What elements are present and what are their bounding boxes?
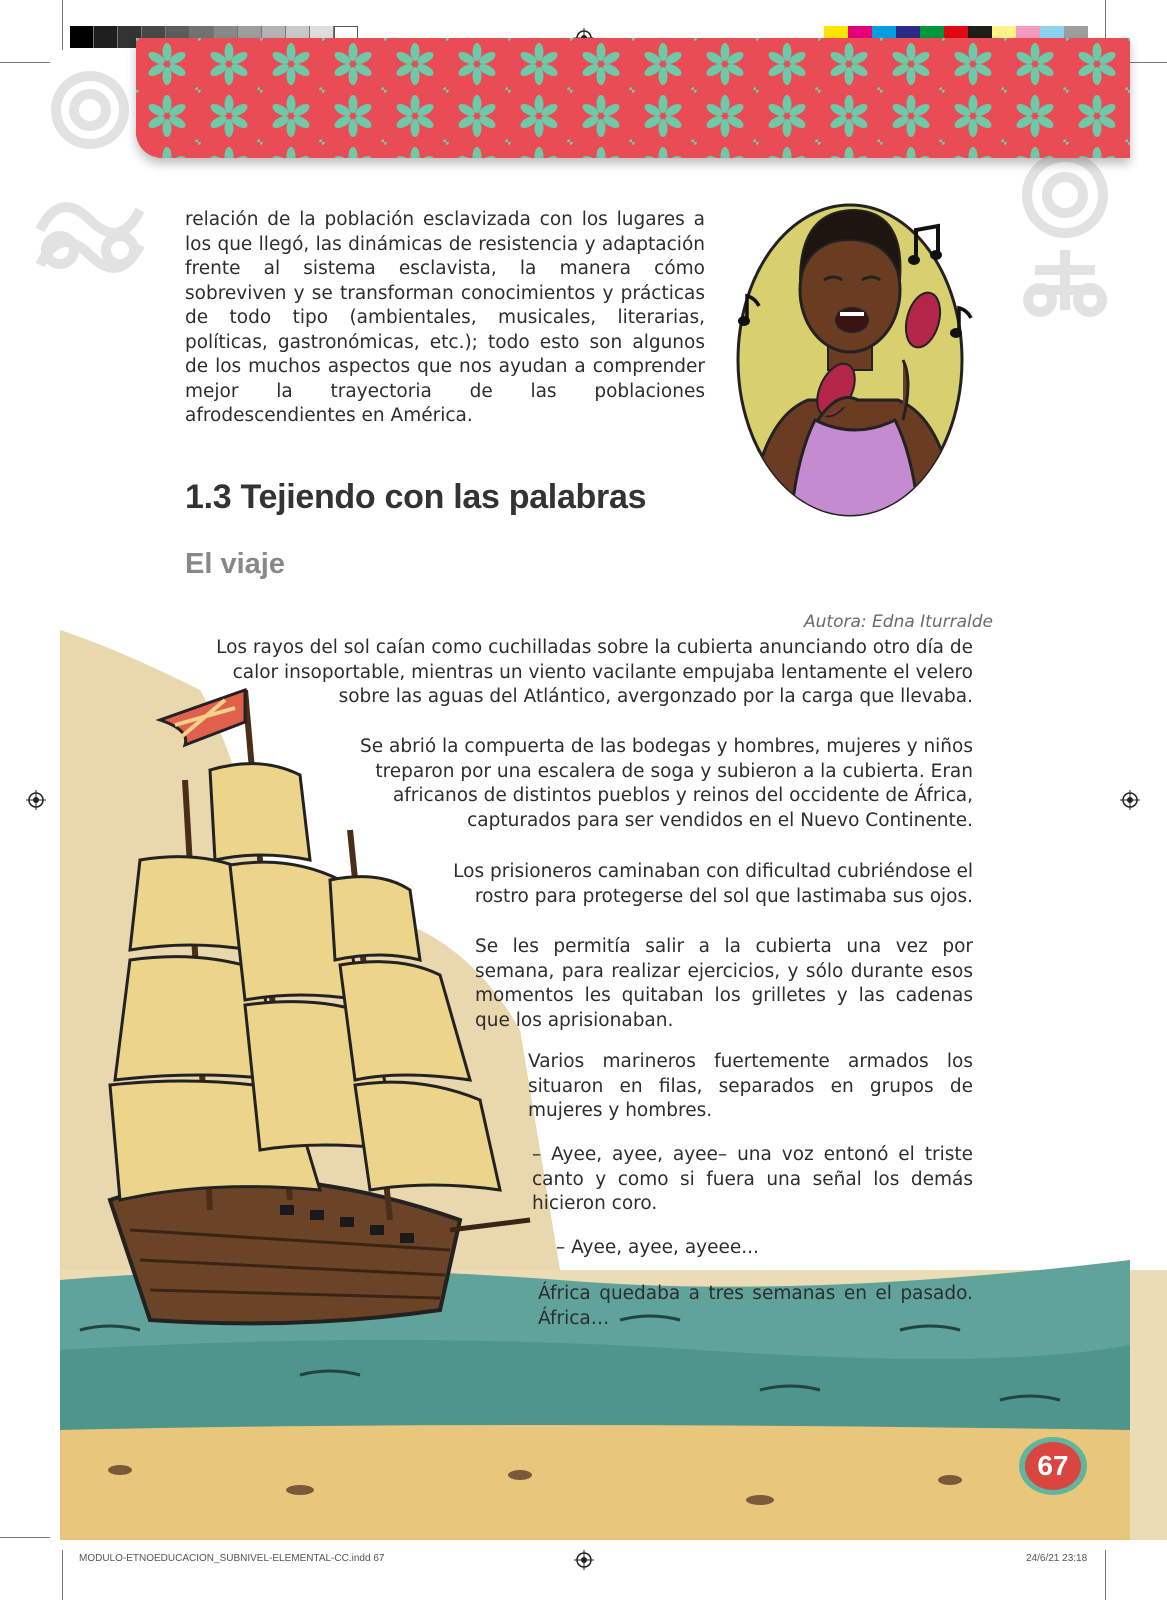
crop-mark	[1105, 1550, 1106, 1600]
music-note-icon	[908, 222, 948, 272]
story-paragraph: – Ayee, ayee, ayeee...	[556, 1237, 759, 1258]
music-note-icon	[735, 290, 765, 330]
story-paragraph: Se les permitía salir a la cubierta una vez por semana, para realizar ejercicios, y sólo durante esos momentos les quitaban los grilletes y las cadenas que los aprisionaban.	[475, 936, 973, 1031]
decorative-swirls	[995, 150, 1125, 330]
crop-mark	[62, 0, 63, 50]
page-number: 67	[1037, 1450, 1069, 1481]
story-title: El viaje	[185, 548, 285, 580]
singing-woman-illustration	[728, 200, 988, 530]
header-pattern-band	[136, 38, 1130, 158]
story-paragraph: África quedaba a tres semanas en el pasado. África…	[538, 1283, 973, 1329]
story-paragraph: – Ayee, ayee, ayee– una voz entonó el triste canto y como si fuera una señal los demás hicieron coro.	[532, 1144, 973, 1214]
story-paragraph: Varios marineros fuertemente armados los situaron en filas, separados en grupos de mujeres y hombres.	[528, 1051, 973, 1121]
section-title: 1.3 Tejiendo con las palabras	[185, 478, 647, 516]
story-paragraph: Se abrió la compuerta de las bodegas y hombres, mujeres y niños treparon por una escalera de soga y subieron a la cubierta. Eran africanos de distintos pueblos y reinos del occidente de África, capturados para ser vendidos en el Nuevo Continente.	[360, 736, 973, 831]
decorative-swirls	[20, 50, 150, 310]
crop-mark	[62, 1550, 63, 1600]
story-paragraph: Los prisioneros caminaban con dificultad cubriéndose el rostro para protegerse del sol que lastimaba sus ojos.	[453, 861, 973, 907]
footer-file-name: MODULO-ETNOEDUCACION_SUBNIVEL-ELEMENTAL-CC.indd 67	[79, 1553, 385, 1564]
story-paragraph: Los rayos del sol caían como cuchilladas sobre la cubierta anunciando otro día de calor insoportable, mientras un viento vacilante empujaba lentamente el velero sobre las aguas del Atlántico, avergonzado por la carga que llevaba.	[216, 637, 973, 707]
registration-mark-icon	[574, 1550, 594, 1570]
footer-date: 24/6/21 23:18	[1026, 1553, 1088, 1564]
author-credit: Autora: Edna Iturralde	[804, 612, 993, 632]
music-note-icon	[947, 302, 977, 342]
intro-paragraph: relación de la población esclavizada con los lugares a los que llegó, las dinámicas de resistencia y adaptación frente al sistema esclavista, la manera cómo sobreviven y se transforman conocimientos y prácticas de todo tipo (ambientales, musicales, literarias, políticas, gastronómicas, etc.); todo esto son algunos de los muchos aspectos que nos ayudan a comprender mejor la trayectoria de las poblaciones afrodescendientes en América.	[185, 209, 705, 426]
